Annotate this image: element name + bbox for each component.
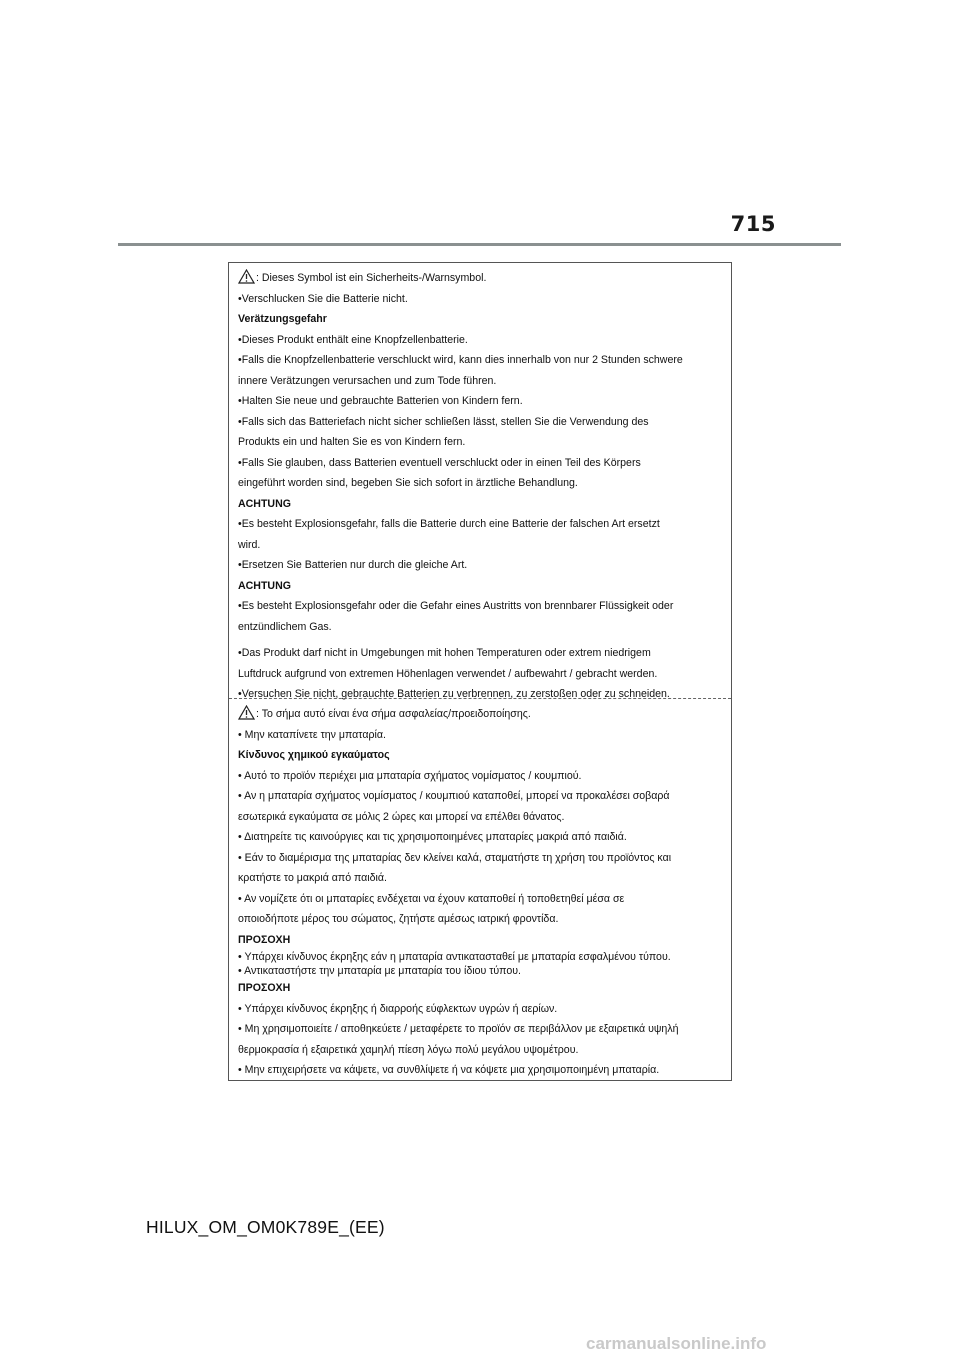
greek-line: θερμοκρασία ή εξαιρετικά χαμηλή πίεση λόγω πολύ μεγάλου υψομέτρου. [238, 1043, 579, 1056]
watermark: carmanualsonline.info [586, 1334, 767, 1353]
greek-heading: ΠΡΟΣΟΧΗ [238, 982, 291, 994]
german-line: eingeführt worden sind, begeben Sie sich sofort in ärztliche Behandlung. [238, 477, 578, 489]
german-section [229, 268, 731, 705]
greek-symbol-note: : Το σήμα αυτό είναι ένα σήμα ασφαλείας/προειδοποίησης. [256, 708, 531, 720]
section-divider [229, 698, 731, 699]
greek-line: • Εάν το διαμέρισμα της μπαταρίας δεν κλείνει καλά, σταματήστε τη χρήση του προϊόντος και [238, 851, 672, 864]
german-line: innere Verätzungen verursachen und zum Tode führen. [238, 374, 497, 387]
german-heading: ACHTUNG [238, 579, 291, 592]
greek-heading: ΠΡΟΣΟΧΗ [238, 933, 291, 946]
german-line: •Verschlucken Sie die Batterie nicht. [238, 292, 408, 305]
warning-triangle-icon [238, 705, 255, 720]
german-line: •Falls Sie glauben, dass Batterien eventuell verschluckt oder in einen Teil des Körpers [238, 456, 641, 469]
german-symbol-note-line [238, 268, 723, 289]
footer-code: HILUX_OM_OM0K789E_(EE) [146, 1217, 385, 1237]
greek-line: • Υπάρχει κίνδυνος έκρηξης εάν η μπαταρία αντικατασταθεί με μπαταρία εσφαλμένου τύπου. [238, 951, 671, 963]
warning-triangle-icon [238, 269, 255, 284]
greek-line: • Μην καταπίνετε την μπαταρία. [238, 728, 386, 741]
german-line: •Falls sich das Batteriefach nicht sicher schließen lässt, stellen Sie die Verwendung des [238, 415, 649, 428]
greek-line: • Μη χρησιμοποιείτε / αποθηκεύετε / μεταφέρετε το προϊόν σε περιβάλλον με εξαιρετικά υψηλή [238, 1023, 679, 1035]
german-line: •Falls die Knopfzellenbatterie verschluckt wird, kann dies innerhalb von nur 2 Stunden schwere [238, 354, 683, 366]
german-line: •Halten Sie neue und gebrauchte Batterien von Kindern fern. [238, 395, 523, 407]
greek-section [229, 704, 731, 1081]
greek-line: • Υπάρχει κίνδυνος έκρηξης ή διαρροής εύφλεκτων υγρών ή αερίων. [238, 1002, 558, 1015]
german-line: Luftdruck aufgrund von extremen Höhenlagen verwendet / aufbewahrt / gebracht werden. [238, 667, 658, 680]
german-line: Produkts ein und halten Sie es von Kindern fern. [238, 436, 466, 448]
german-line: •Dieses Produkt enthält eine Knopfzellenbatterie. [238, 333, 468, 346]
german-line: •Es besteht Explosionsgefahr oder die Gefahr eines Austritts von brennbarer Flüssigkeit oder [238, 600, 674, 612]
german-line: wird. [238, 538, 261, 551]
page-number: 715 [730, 212, 776, 236]
greek-line: • Αν νομίζετε ότι οι μπαταρίες ενδέχεται να έχουν καταποθεί ή τοποθετηθεί μέσα σε [238, 892, 625, 905]
german-line: •Das Produkt darf nicht in Umgebungen mit hohen Temperaturen oder extrem niedrigem [238, 647, 651, 659]
greek-line: οποιοδήποτε μέρος του σώματος, ζητήστε αμέσως ιατρική φροντίδα. [238, 913, 559, 925]
battery-warning-box [228, 262, 732, 1081]
german-line: •Ersetzen Sie Batterien nur durch die gleiche Art. [238, 559, 468, 571]
german-line: •Versuchen Sie nicht, gebrauchte Batterien zu verbrennen, zu zerstoßen oder zu schneiden. [238, 688, 670, 700]
greek-line: • Μην επιχειρήσετε να κάψετε, να συνθλίψετε ή να κόψετε μια χρησιμοποιημένη μπαταρία. [238, 1064, 660, 1076]
greek-line: κρατήστε το μακριά από παιδιά. [238, 872, 387, 884]
german-heading: ACHTUNG [238, 497, 291, 510]
greek-line: • Αντικαταστήστε την μπαταρία με μπαταρία του ίδιου τύπου. [238, 965, 521, 977]
greek-symbol-note-line [238, 704, 723, 725]
german-line: •Es besteht Explosionsgefahr, falls die Batterie durch eine Batterie der falschen Art ersetzt [238, 518, 660, 530]
greek-line: εσωτερικά εγκαύματα σε μόλις 2 ώρες και μπορεί να επέλθει θάνατος. [238, 810, 565, 823]
greek-line: • Αν η μπαταρία σχήματος νομίσματος / κουμπιού καταποθεί, μπορεί να προκαλέσει σοβαρά [238, 790, 670, 802]
german-line: entzündlichem Gas. [238, 620, 332, 633]
greek-line: • Αυτό το προϊόν περιέχει μια μπαταρία σχήματος νομίσματος / κουμπιού. [238, 769, 582, 782]
greek-line: • Διατηρείτε τις καινούργιες και τις χρησιμοποιημένες μπαταρίες μακριά από παιδιά. [238, 831, 627, 843]
german-symbol-note: : Dieses Symbol ist ein Sicherheits-/Warnsymbol. [256, 272, 487, 284]
greek-heading: Κίνδυνος χημικού εγκαύματος [238, 749, 390, 761]
german-heading: Verätzungsgefahr [238, 313, 327, 325]
header-rule [118, 243, 841, 246]
